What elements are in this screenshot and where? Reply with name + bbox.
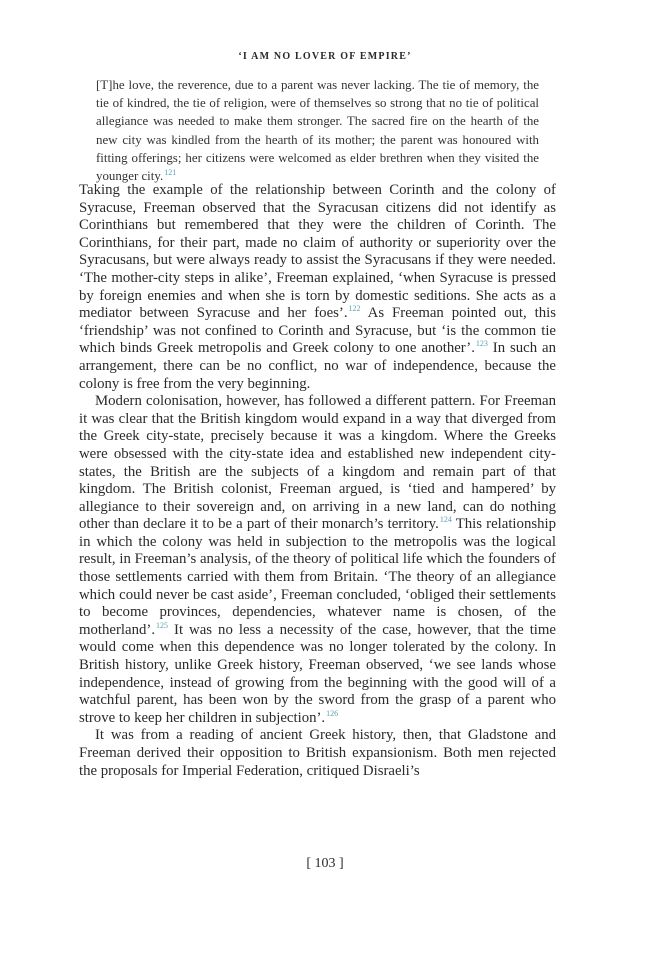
paragraph-1-part-3: In such an arrangement, there can be no conflict, no war of independence, because the colony is free from the very beginning. [79, 340, 556, 392]
paragraph-3-part-1: It was from a reading of ancient Greek history, then, that Gladstone and Freeman derived their opposition to British expansionism. Both men rejected the proposals for Imperial Federation, critiqued Disraeli’s [79, 727, 556, 779]
paragraph-3 [79, 727, 556, 780]
body-text [79, 182, 556, 780]
page-number: [ 103 ] [306, 856, 344, 871]
paragraph-1-part-2: As Freeman pointed out, this ‘friendship’ was not confined to Corinth and Syracuse, but ‘is the common tie which binds Greek metropolis and Greek colony to one another’. [79, 305, 556, 357]
paragraph-2-part-3: It was no less a necessity of the case, however, that the time would come when this dependence was no longer tolerated by the colony. In British history, unlike Greek history, Freeman observed, ‘we see lands whose independence, instead of growing from the beginning with the good will of a watchful parent, has been won by the sword from the grasp of a parent who strove to keep her children in subjection’. [79, 621, 556, 726]
footnote-ref-125[interactable]: 125 [156, 620, 169, 630]
paragraph-1 [79, 182, 556, 393]
footnote-ref-126[interactable]: 126 [326, 708, 339, 718]
running-head: ‘I AM NO LOVER OF EMPIRE’ [238, 51, 412, 62]
paragraph-1-part-1: Taking the example of the relationship between Corinth and the colony of Syracuse, Freeman observed that the Syracusan citizens did not identify as Corinthians but remembered that they were the children of Corinth. The Corinthians, for their part, made no claim of authority or superiority over the Syracusans, but were always ready to assist the Syracusans if they were needed. ‘The mother-city steps in alike’, Freeman explained, ‘when Syracuse is pressed by foreign enemies and when she is torn by domestic seditions. She acts as a mediator between Syracuse and her foes’. [79, 182, 556, 322]
footnote-ref-121[interactable]: 121 [164, 167, 177, 177]
block-quote [96, 76, 539, 185]
block-quote-text: [T]he love, the reverence, due to a parent was never lacking. The tie of memory, the tie of kindred, the tie of religion, were of themselves so strong that no tie of political allegiance was needed to make them stronger. The sacred fire on the hearth of the new city was kindled from the hearth of its mother; the parent was honoured with fitting offerings; her citizens were welcomed as elder brethren when they visited the younger city. [96, 78, 539, 184]
footnote-ref-122[interactable]: 122 [348, 304, 361, 314]
paragraph-2-part-2: This relationship in which the colony was held in subjection to the metropolis was the logical result, in Freeman’s analysis, of the theory of political life which the founders of those settlements carried with them from Britain. ‘The theory of an allegiance which could never be cast aside’, Freeman concluded, ‘obliged their settlements to become provinces, dependencies, whatever name is chosen, of the motherland’. [79, 516, 557, 638]
footnote-ref-124[interactable]: 124 [439, 515, 452, 525]
footnote-ref-123[interactable]: 123 [475, 339, 488, 349]
paragraph-2-part-1: Modern colonisation, however, has followed a different pattern. For Freeman it was clear that the British kingdom would expand in a way that diverged from the Greek city-state, precisely because it was a kingdom. Where the Greeks were obsessed with the city-state idea and established new independent city-states, the British are the subjects of a kingdom and remain part of that kingdom. The British colonist, Freeman argued, is ‘tied and hampered’ by allegiance to their sovereign and, on arriving in a new land, can do nothing other than declare it to be a part of their monarch’s territory. [79, 393, 556, 533]
paragraph-2 [79, 393, 556, 727]
